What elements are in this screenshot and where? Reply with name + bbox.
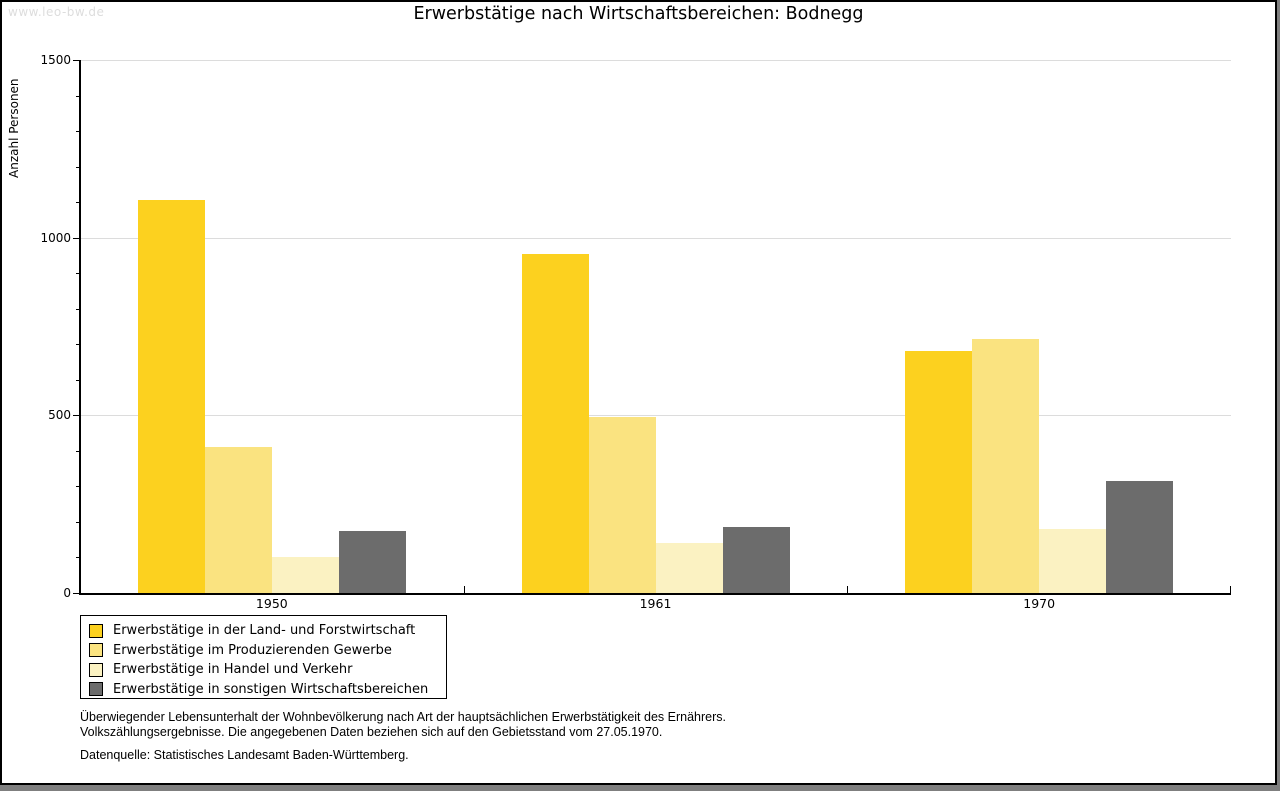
footnote-line-1: Überwiegender Lebensunterhalt der Wohnbevölkerung nach Art der hauptsächlichen Erwerbstätigkeit des Ernährers. [80, 710, 726, 724]
x-axis-category-label: 1970 [1023, 596, 1056, 611]
x-axis-category-label: 1950 [255, 596, 288, 611]
legend-item [81, 621, 446, 641]
x-axis-line [79, 593, 1231, 595]
bar-1961-series-3 [656, 543, 723, 593]
legend-swatch [89, 624, 103, 638]
chart-title: Erwerbstätige nach Wirtschaftsbereichen: Bodnegg [413, 4, 864, 24]
legend-item [81, 641, 446, 661]
bar-1970-series-1 [905, 351, 972, 593]
gridline [80, 415, 1231, 416]
legend-item [81, 680, 446, 700]
bar-1970-series-4 [1106, 481, 1173, 593]
legend-label: Erwerbstätige in sonstigen Wirtschaftsbereichen [113, 681, 429, 697]
x-axis-category-label: 1961 [639, 596, 672, 611]
y-axis-title: Anzahl Personen [7, 78, 21, 178]
bar-1970-series-3 [1039, 529, 1106, 593]
gridline [80, 60, 1231, 61]
bar-1961-series-4 [723, 527, 790, 593]
legend-label: Erwerbstätige in der Land- und Forstwirtschaft [113, 623, 416, 639]
bar-1961-series-2 [589, 417, 656, 593]
y-axis-tick-label: 1500 [40, 53, 71, 67]
x-axis-end-tick [1230, 586, 1231, 593]
gridline [80, 238, 1231, 239]
bar-1970-series-2 [972, 339, 1039, 593]
footnote-line-2: Volkszählungsergebnisse. Die angegebenen Daten beziehen sich auf den Gebietsstand vom 27.05.1970. [80, 725, 663, 739]
legend-swatch [89, 663, 103, 677]
legend-label: Erwerbstätige in Handel und Verkehr [113, 662, 353, 678]
y-axis-tick-label: 0 [63, 586, 71, 600]
legend-label: Erwerbstätige im Produzierenden Gewerbe [113, 642, 392, 658]
legend-swatch [89, 682, 103, 696]
bar-1950-series-3 [272, 557, 339, 593]
bar-1950-series-2 [205, 447, 272, 593]
data-source-note: Datenquelle: Statistisches Landesamt Baden-Württemberg. [80, 748, 409, 762]
bar-1950-series-1 [138, 200, 205, 593]
bar-1950-series-4 [339, 531, 406, 593]
x-axis-tick [847, 586, 848, 593]
bar-1961-series-1 [522, 254, 589, 593]
y-axis-line [79, 60, 81, 595]
y-axis-tick-label: 500 [48, 408, 71, 423]
legend-swatch [89, 643, 103, 657]
x-axis-tick [464, 586, 465, 593]
legend-item [81, 660, 446, 680]
watermark-text: www.leo-bw.de [8, 5, 105, 19]
legend-box [80, 615, 447, 699]
y-axis-tick-label: 1000 [40, 230, 71, 245]
